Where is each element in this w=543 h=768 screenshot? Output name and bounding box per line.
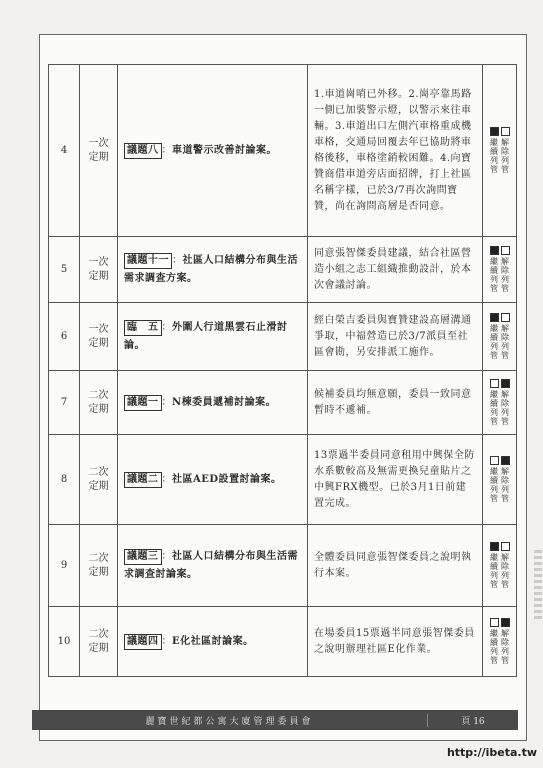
continue-tracking-label: 繼續列管 [489,257,499,293]
result-text: 全體委員同意張智傑委員之說明執行本案。 [314,551,472,579]
result-cell [308,525,483,607]
continue-tracking-checkbox[interactable] [490,456,499,465]
row-number: 6 [49,303,80,371]
meeting-kind-text: 一次 定期 [88,137,109,163]
meeting-kind-text: 二次 定期 [88,466,109,492]
result-cell [308,303,483,371]
table-row [49,65,517,237]
topic-title: 車道警示改善討論案。 [172,144,277,156]
release-tracking-label: 解除列管 [500,257,510,293]
topic-label: 議題二 [124,472,162,488]
release-tracking-checkbox[interactable] [501,618,510,627]
continue-tracking-label: 繼續列管 [489,553,499,589]
result-text: 13票過半委員同意租用中興保全防水系數較高及無需更換兒童貼片之中興FRX機型。已於3月1日前建置完成。 [314,449,475,509]
topic-label: 議題三 [124,549,162,565]
result-text: 1.車道崗哨已外移。2.崗亭靠馬路一側已加裝警示燈，以警示來往車輛。3.車道出口左側汽車格重成機車格，交通局回覆去年已協助將車格後移，車格塗銷較困難。4.向寶贊商借車道旁店面招牌，打上社區名稱字樣，已於3/7再次詢問寶贊，尚在詢問高層是否同意。 [314,88,472,212]
continue-tracking-checkbox[interactable] [490,246,499,255]
release-tracking-checkbox[interactable] [501,127,510,136]
topic-title: 社區人口結構分布與生活需求調查討論案。 [124,550,298,580]
topic-label: 議題一 [124,395,162,411]
edge-binding-marks [534,550,542,620]
footer-title: 麗寶世紀都公寓大廈管理委員會 [145,716,314,727]
continue-tracking-checkbox[interactable] [490,379,499,388]
release-tracking-label: 解除列管 [500,324,510,360]
topic-cell: 議題一 ：N棟委員遞補討論案。 [118,371,308,435]
row-number: 8 [49,435,80,525]
release-tracking-checkbox[interactable] [501,313,510,322]
continue-tracking-label: 繼續列管 [489,390,499,426]
release-tracking-checkbox[interactable] [501,246,510,255]
topic-cell: 議題八 ：車道警示改善討論案。 [118,65,308,237]
status-cell [483,371,517,435]
meeting-kind-text: 二次 定期 [88,389,109,415]
status-cell [483,435,517,525]
table-row [49,525,517,607]
meeting-kind [80,65,118,237]
row-number: 9 [49,525,80,607]
footer-bar [32,710,518,730]
topic-cell: 議題四 ：E化社區討論案。 [118,607,308,677]
release-tracking-checkbox[interactable] [501,379,510,388]
meeting-kind [80,371,118,435]
topic-cell: 議題二 ：社區AED設置討論案。 [118,435,308,525]
page-number: 頁 16 [427,714,518,727]
result-cell [308,435,483,525]
table-row [49,303,517,371]
continue-tracking-label: 繼續列管 [489,324,499,360]
result-cell [308,237,483,303]
topic-label: 議題十一 [124,253,172,269]
release-tracking-label: 解除列管 [500,467,510,503]
status-cell [483,237,517,303]
row-number: 4 [49,65,80,237]
meeting-kind-text: 二次 定期 [88,628,109,654]
topic-cell: 臨 五 ：外圍人行道黑雲石止滑討論。 [118,303,308,371]
continue-tracking-checkbox[interactable] [490,542,499,551]
status-cell [483,303,517,371]
result-cell [308,371,483,435]
result-text: 經白榮吉委員與寶贊建設高層溝通爭取，中福營造已於3/7派員至社區會勘，另安排派工施作。 [314,314,472,358]
meeting-kind [80,435,118,525]
release-tracking-label: 解除列管 [500,553,510,589]
topic-cell: 議題三 ：社區人口結構分布與生活需求調查討論案。 [118,525,308,607]
status-cell [483,607,517,677]
table-body [49,65,517,677]
status-cell [483,525,517,607]
result-text: 候補委員均無意願，委員一致同意暫時不遞補。 [314,388,472,416]
release-tracking-checkbox[interactable] [501,542,510,551]
table-row [49,237,517,303]
result-text: 同意張智傑委員建議，結合社區營造小組之志工組織推動設計，於本次會議討論。 [314,247,472,291]
continue-tracking-label: 繼續列管 [489,467,499,503]
topic-label: 議題四 [124,634,162,650]
minutes-table [48,64,517,677]
meeting-kind [80,607,118,677]
table-row [49,435,517,525]
release-tracking-label: 解除列管 [500,629,510,665]
meeting-kind [80,525,118,607]
watermark: http://ibeta.tw [446,746,537,759]
topic-label: 臨 五 [124,320,162,336]
continue-tracking-checkbox[interactable] [490,618,499,627]
meeting-kind-text: 一次 定期 [88,256,109,282]
topic-title: 外圍人行道黑雲石止滑討論。 [124,321,288,351]
topic-title: 社區人口結構分布與生活需求調查方案。 [124,254,298,284]
meeting-kind [80,303,118,371]
row-number: 5 [49,237,80,303]
continue-tracking-label: 繼續列管 [489,629,499,665]
table-row [49,371,517,435]
topic-cell: 議題十一 ：社區人口結構分布與生活需求調查方案。 [118,237,308,303]
topic-title: 社區AED設置討論案。 [172,473,282,485]
release-tracking-label: 解除列管 [500,390,510,426]
continue-tracking-checkbox[interactable] [490,127,499,136]
table-row [49,607,517,677]
row-number: 7 [49,371,80,435]
meeting-kind [80,237,118,303]
meeting-kind-text: 一次 定期 [88,323,109,349]
topic-title: E化社區討論案。 [172,635,254,647]
status-cell [483,65,517,237]
topic-title: N棟委員遞補討論案。 [172,396,277,408]
topic-label: 議題八 [124,143,162,159]
row-number: 10 [49,607,80,677]
release-tracking-checkbox[interactable] [501,456,510,465]
continue-tracking-label: 繼續列管 [489,138,499,174]
result-cell [308,607,483,677]
continue-tracking-checkbox[interactable] [490,313,499,322]
result-cell [308,65,483,237]
release-tracking-label: 解除列管 [500,138,510,174]
result-text: 在場委員15票過半同意張智傑委員之說明辦理社區E化作業。 [314,627,475,655]
meeting-kind-text: 二次 定期 [88,552,109,578]
